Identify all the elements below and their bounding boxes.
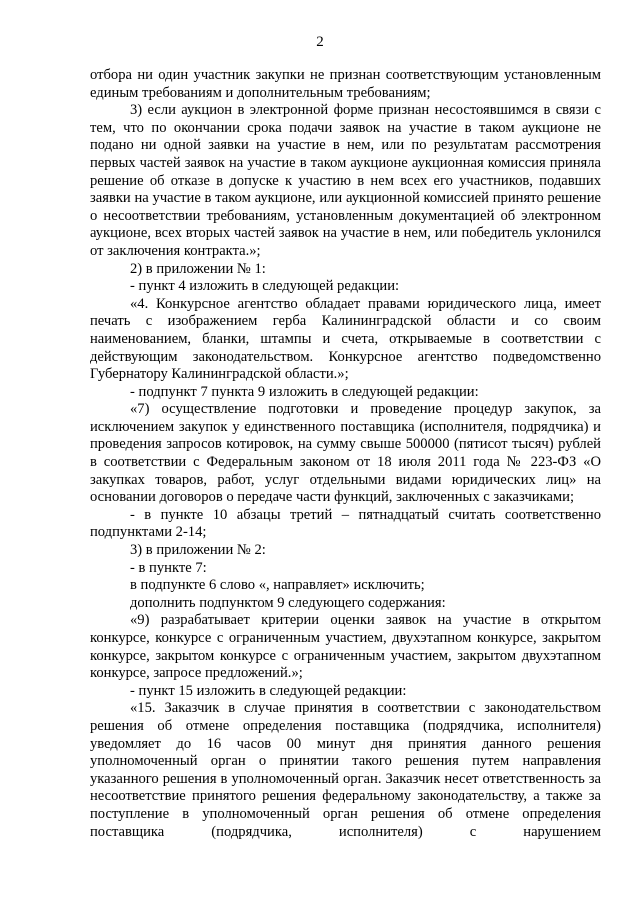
paragraph: отбора ни один участник закупки не признан соответствующим установленным единым требованиям и дополнительным требованиям; bbox=[90, 67, 601, 101]
paragraph: «7) осуществление подготовки и проведение процедур закупок, за исключением закупок у единственного поставщика (исполнителя, подрядчика) и проведения запросов котировок, на сумму свыше 500000 (пятисот тысяч) рублей в соответствии с Федеральным законом от 18 июля 2011 года № 223-ФЗ «О закупках товаров, работ, услуг отдельными видами юридических лиц» на основании договоров о передаче части функций, заключенных с заказчиками; bbox=[90, 401, 601, 506]
paragraph: 3) в приложении № 2: bbox=[130, 542, 266, 559]
paragraph: в подпункте 6 слово «, направляет» исключить; bbox=[130, 577, 425, 594]
paragraph: дополнить подпунктом 9 следующего содержания: bbox=[130, 594, 446, 611]
paragraph: - в пункте 7: bbox=[130, 559, 207, 576]
paragraph: - подпункт 7 пункта 9 изложить в следующей редакции: bbox=[130, 383, 479, 400]
paragraph: 3) если аукцион в электронной форме признан несостоявшимся в связи с тем, что по окончании срока подачи заявок на участие в таком аукционе не подано ни одной заявки на участие в нем, или по результатам рассмотрения первых частей заявок на участие в таком аукционе аукционная комиссия приняла решение об отказе в допуске к участию в нем всех его участников, подавших заявки на участие в таком аукционе, или аукционной комиссией принято решение о несоответствии требованиям, установленным документацией об электронном аукционе, всех вторых частей заявок на участие в нем, или победитель уклонился от заключения контракта.»; bbox=[90, 102, 601, 259]
page-number: 2 bbox=[316, 34, 324, 50]
paragraph: «15. Заказчик в случае принятия в соответствии с законодательством решения об отмене определения поставщика (подрядчика, исполнителя) уведомляет до 16 часов 00 минут дня принятия данного решения уполномоченный орган о принятии такого решения путем направления указанного решения в уполномоченный орган. Заказчик несет ответственность за несоответствие принятого решения федеральному законодательству, а также за поступление в уполномоченный орган решения об отмене определения поставщика (подрядчика, исполнителя) с нарушением bbox=[90, 700, 601, 840]
paragraph: - в пункте 10 абзацы третий – пятнадцатый считать соответственно подпунктами 2-14; bbox=[90, 506, 601, 541]
paragraph: 2) в приложении № 1: bbox=[130, 260, 266, 277]
paragraph: - пункт 4 изложить в следующей редакции: bbox=[130, 278, 400, 295]
paragraph: «4. Конкурсное агентство обладает правами юридического лица, имеет печать с изображением герба Калининградской области и со своим наименованием, бланки, штампы и счета, открываемые в соответствии с действующим законодательством. Конкурсное агентство подведомственно Губернатору Калининградской области.»; bbox=[90, 295, 601, 383]
document-body bbox=[90, 67, 601, 841]
paragraph: «9) разрабатывает критерии оценки заявок на участие в открытом конкурсе, конкурсе с ограниченным участием, двухэтапном конкурсе, закрытом конкурсе, закрытом конкурсе с ограниченным участием, закрытом двухэтапном конкурсе, запросе предложений.»; bbox=[90, 612, 601, 682]
paragraph: - пункт 15 изложить в следующей редакции: bbox=[130, 682, 407, 699]
